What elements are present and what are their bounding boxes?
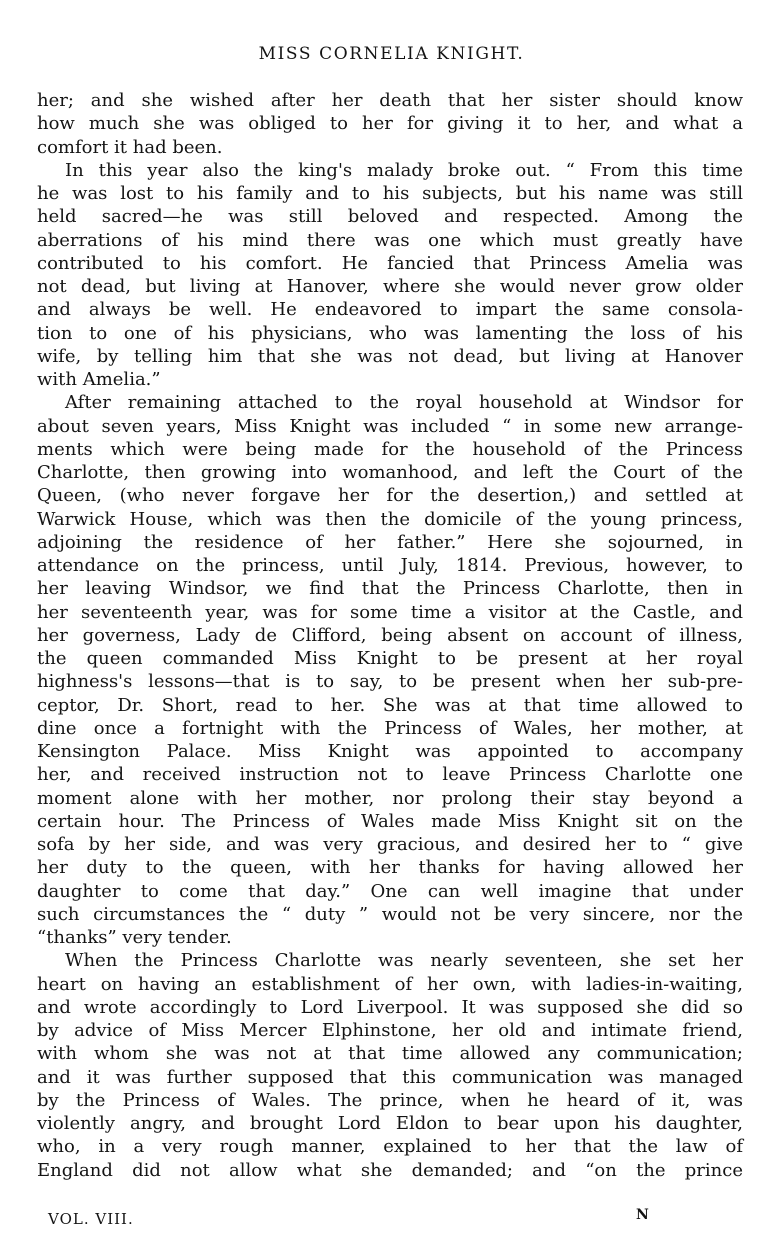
- signature-mark: N: [636, 1207, 649, 1223]
- text-line: violently angry, and brought Lord Eldon to bear upon his daughter,: [37, 1113, 743, 1134]
- text-line: her seventeenth year, was for some time a visitor at the Castle, and: [37, 601, 743, 623]
- text-line: Kensington Palace. Miss Knight was appointed to accompany: [37, 741, 743, 762]
- text-line: how much she was obliged to her for giving it to her, and what a: [37, 113, 743, 135]
- text-line: he was lost to his family and to his subjects, but his name was still: [37, 183, 743, 204]
- text-line: and always be well. He endeavored to impart the same consola-: [37, 299, 743, 321]
- paragraph-start-line: When the Princess Charlotte was nearly seventeen, she set her: [65, 950, 743, 972]
- text-line: “thanks” very tender.: [37, 927, 232, 948]
- text-line: and wrote accordingly to Lord Liverpool. It was supposed she did so: [37, 996, 743, 1018]
- text-line: Queen, (who never forgave her for the desertion,) and settled at: [37, 485, 743, 507]
- text-line: adjoining the residence of her father.” Here she sojourned, in: [37, 531, 743, 553]
- text-line: heart on having an establishment of her own, with ladies-in-waiting,: [37, 973, 743, 995]
- text-line: attendance on the princess, until July, 1814. Previous, however, to: [37, 555, 743, 576]
- text-line: England did not allow what she demanded; and “on the prince: [37, 1159, 743, 1181]
- text-line: wife, by telling him that she was not dead, but living at Hanover: [37, 345, 743, 367]
- text-line: with whom she was not at that time allowed any communication;: [37, 1043, 743, 1065]
- text-line: by advice of Miss Mercer Elphinstone, her old and intimate friend,: [37, 1020, 743, 1041]
- text-line: her duty to the queen, with her thanks for having allowed her: [37, 857, 743, 879]
- text-line: not dead, but living at Hanover, where she would never grow older: [37, 276, 743, 297]
- text-line: Warwick House, which was then the domicile of the young princess,: [37, 508, 743, 530]
- text-line: sofa by her side, and was very gracious, and desired her to “ give: [37, 834, 743, 855]
- text-line: ceptor, Dr. Short, read to her. She was at that time allowed to: [37, 694, 743, 716]
- text-line: by the Princess of Wales. The prince, when he heard of it, was: [37, 1089, 743, 1111]
- text-line: Charlotte, then growing into womanhood, and left the Court of the: [37, 462, 743, 483]
- running-head: MISS CORNELIA KNIGHT.: [258, 44, 525, 64]
- text-line: tion to one of his physicians, who was lamenting the loss of his: [37, 322, 743, 344]
- text-line: aberrations of his mind there was one which must greatly have: [37, 229, 743, 251]
- text-line: moment alone with her mother, nor prolong their stay beyond a: [37, 787, 743, 809]
- text-line: her governess, Lady de Clifford, being absent on account of illness,: [37, 624, 743, 646]
- volume-footer: VOL. VIII.: [48, 1210, 134, 1228]
- text-line: contributed to his comfort. He fancied that Princess Amelia was: [37, 252, 743, 274]
- body-text: [37, 89, 743, 1182]
- text-line: her leaving Windsor, we find that the Princess Charlotte, then in: [37, 578, 743, 600]
- text-line: about seven years, Miss Knight was included “ in some new arrange-: [37, 415, 743, 437]
- text-line: such circumstances the “ duty ” would not be very sincere, nor the: [37, 903, 743, 925]
- paragraph-start-line: In this year also the king's malady broke out. “ From this time: [65, 159, 743, 181]
- text-line: who, in a very rough manner, explained to her that the law of: [37, 1136, 743, 1158]
- text-line: held sacred—he was still beloved and respected. Among the: [37, 206, 743, 228]
- text-line: dine once a fortnight with the Princess of Wales, her mother, at: [37, 717, 743, 739]
- text-line: certain hour. The Princess of Wales made Miss Knight sit on the: [37, 810, 743, 832]
- text-line: daughter to come that day.” One can well imagine that under: [37, 880, 743, 902]
- text-line: highness's lessons—that is to say, to be present when her sub-pre-: [37, 671, 743, 693]
- text-line: comfort it had been.: [37, 136, 223, 158]
- text-line: ments which were being made for the household of the Princess: [37, 438, 743, 460]
- text-line: with Amelia.”: [37, 369, 161, 390]
- text-line: her, and received instruction not to leave Princess Charlotte one: [37, 764, 743, 786]
- text-line: the queen commanded Miss Knight to be present at her royal: [37, 648, 743, 669]
- text-line: her; and she wished after her death that her sister should know: [37, 90, 743, 111]
- text-line: and it was further supposed that this communication was managed: [37, 1066, 743, 1088]
- paragraph-start-line: After remaining attached to the royal household at Windsor for: [65, 392, 743, 414]
